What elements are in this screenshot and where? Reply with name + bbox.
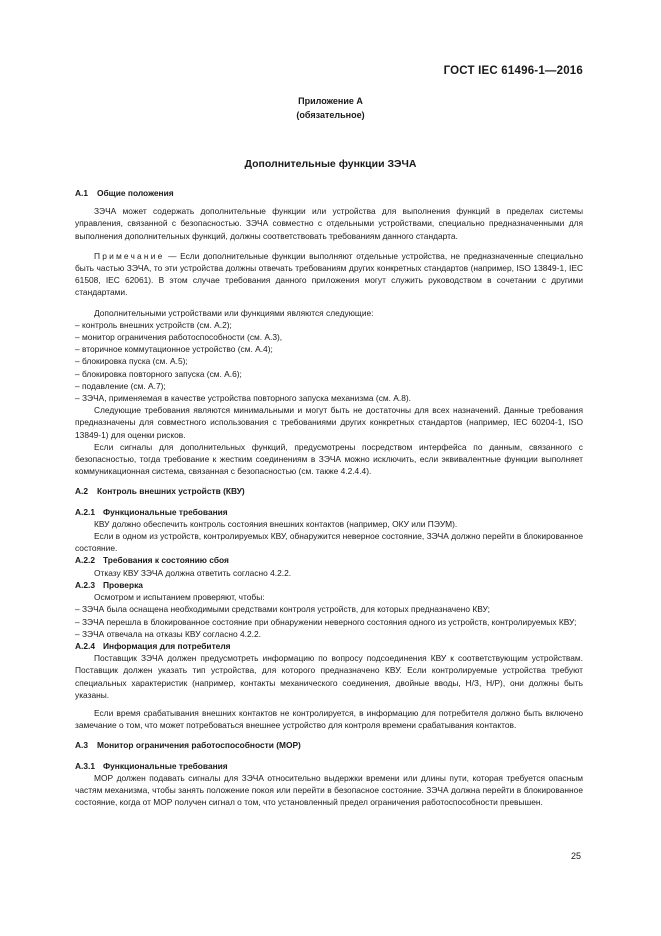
list-item: – ЗЭЧА отвечала на отказы КВУ согласно 4.2.2. — [75, 628, 583, 640]
list-item: – блокировка пуска (см. А.5); — [75, 355, 583, 367]
paragraph: ЗЭЧА может содержать дополнительные функции или устройства для выполнения функций в пределах системы управления, связанной с безопасностью. ЗЭЧА совместно с отдельными устройствами, специально предназначенными для выполнения дополнительных функций, должны соответствовать требованиям данного стандарта. — [75, 206, 583, 241]
paragraph: КВУ должно обеспечить контроль состояния внешних контактов (например, ОКУ или ПЭУМ). — [94, 518, 458, 529]
section-heading-a2: А.2 Контроль внешних устройств (КВУ) — [75, 486, 245, 497]
subsection-heading-a3-1: А.3.1 Функциональные требования — [75, 760, 228, 771]
list-item: – ЗЭЧА была оснащена необходимыми средствами контроля устройств, для которых предназначено КВУ; — [75, 603, 583, 615]
list-item: – монитор ограничения работоспособности (см. А.3), — [75, 331, 583, 343]
subsection-heading-a2-2: А.2.2 Требования к состоянию сбоя — [75, 555, 229, 566]
note-paragraph — [75, 250, 583, 299]
subsection-heading-a2-1: А.2.1 Функциональные требования — [75, 506, 228, 517]
list-item: – вторичное коммутационное устройство (см. А.4); — [75, 343, 583, 355]
paragraph: Отказу КВУ ЗЭЧА должна ответить согласно 4.2.2. — [94, 567, 292, 578]
list-item: – ЗЭЧА перешла в блокированное состояние при обнаружении неверного состояния одного из устройств, контролируемых КВУ; — [75, 616, 583, 628]
list-item: – подавление (см. А.7); — [75, 380, 583, 392]
note-label: Примечание — [94, 250, 165, 261]
paragraph: Если сигналы для дополнительных функций, предусмотрены посредством интерфейса по данным, связанного с безопасностью, тогда требование к жестким соединениям в ЗЭЧА можно исключить, если эквивалентные функции выполняет коммуникационная система, связанная с безопасностью (см. также 4.2.4.4). — [75, 441, 583, 477]
note-text: — Если дополнительные функции выполняют отдельные устройства, не предназначенные специально быть частью ЗЭЧА, то эти устройства должны отвечать требованиям других конкретных стандартов (например, ISO 13849-1, IEC 61508, IEC 62061). В этом случае требования данного приложения могут служить руководством в сочетании с другими стандартами. — [75, 250, 583, 298]
page-number: 25 — [570, 851, 581, 861]
list-intro: Дополнительными устройствами или функциями являются следующие: — [94, 307, 374, 318]
list-item: – контроль внешних устройств (см. А.2); — [75, 319, 583, 331]
paragraph: Если в одном из устройств, контролируемых КВУ, обнаружится неверное состояние, ЗЭЧА должно перейти в блокированное состояние. — [75, 531, 583, 554]
document-body — [75, 187, 583, 808]
paragraph: Поставщик ЗЭЧА должен предусмотреть информацию по вопросу подсоединения КВУ к соответствующим устройствам. Поставщик должен указать тип устройства, для которого предназначено КВУ. Если контролируемые устройства требуют специальных характеристик (например, контакты механического соединения, двойные вводы, Н/З, Н/Р), они должны быть указаны. — [75, 653, 583, 700]
paragraph: Следующие требования являются минимальными и могут быть не достаточны для всех назначений. Данные требования предназначены для совместного использования с требованиями других конкретных стандартов (например, IEC 60204-1, ISO 13849-1) для оценки рисков. — [75, 405, 583, 440]
section-heading-a3: А.3 Монитор ограничения работоспособности (МОР) — [75, 740, 301, 751]
paragraph: Если время срабатывания внешних контактов не контролируется, в информацию для потребителя должно быть включено замечание о том, что может потребоваться внешнее устройство для контроля времени срабатывания контактов. — [75, 707, 583, 731]
subsection-heading-a2-4: А.2.4 Информация для потребителя — [75, 640, 231, 651]
appendix-heading — [0, 94, 661, 122]
standard-designation: ГОСТ IEC 61496-1—2016 — [443, 65, 583, 77]
appendix-status: (обязательное) — [296, 110, 365, 120]
paragraph: МОР должен подавать сигналы для ЗЭЧА относительно выдержки времени или длины пути, которая требуется опасным частям механизма, чтобы занять положение покоя или перейти в безопасное состояние. ЗЭЧА должна перейти в блокированное состояние, когда от МОР получен сигнал о том, что установленный предел ограничения работоспособности превышен. — [75, 772, 583, 808]
appendix-label: Приложение А — [298, 96, 363, 106]
paragraph: Осмотром и испытанием проверяют, чтобы: — [94, 592, 265, 603]
subsection-heading-a2-3: А.2.3 Проверка — [75, 579, 143, 590]
appendix-title: Дополнительные функции ЗЭЧА — [244, 158, 417, 170]
list-item: – блокировка повторного запуска (см. А.6); — [75, 368, 583, 380]
list-item: – ЗЭЧА, применяемая в качестве устройства повторного запуска механизма (см. А.8). — [75, 392, 583, 404]
section-heading-a1: А.1 Общие положения — [75, 188, 174, 198]
